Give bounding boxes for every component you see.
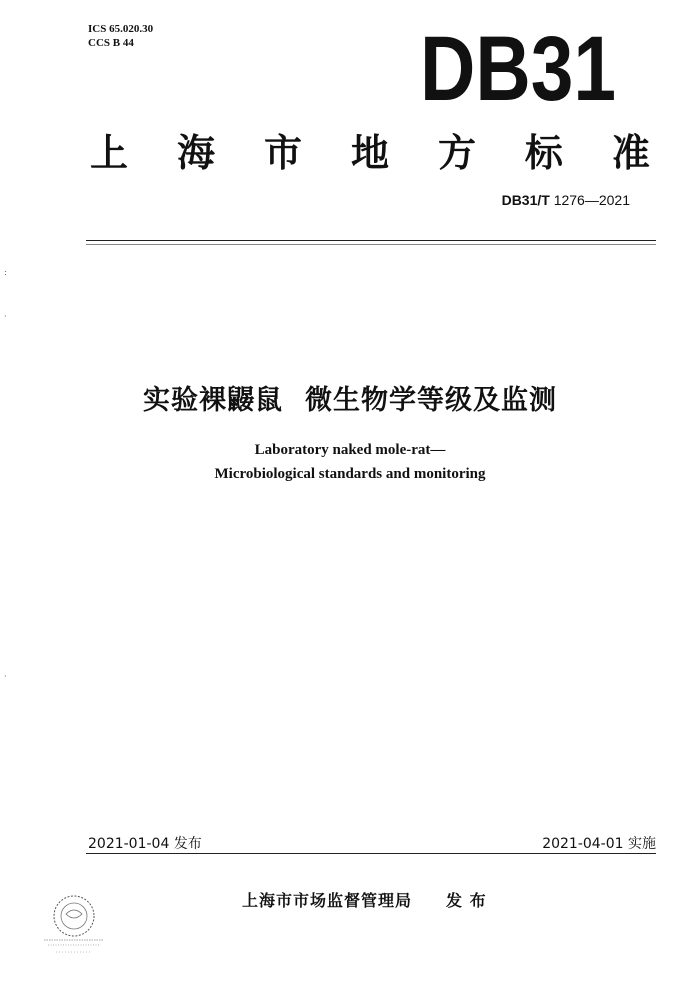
heading-char: 地 [350,130,389,175]
logo-text: DB31 [420,18,616,120]
title-en-line1: Laboratory naked mole-rat— [254,442,446,458]
heading-char: 准 [611,130,650,175]
library-stamp-icon [36,890,112,960]
issuer-name: 上海市市场监督管理局 [242,891,413,910]
heading-char: 方 [437,130,476,175]
title-cn-part2: 微生物学等级及监测 [305,385,557,416]
implement-date: 2021-04-01 实施 [542,836,656,852]
header-divider [86,240,656,241]
classification-codes [88,22,153,50]
document-title-en [0,438,700,486]
heading-char: 海 [176,130,215,175]
publish-date: 2021-01-04 发布 [88,836,202,852]
margin-mark: · [4,672,7,681]
header-divider-thin [86,244,656,245]
db31-logo [418,18,618,120]
heading-char: 市 [263,130,302,175]
standard-type-heading [90,122,650,177]
standard-number [502,192,630,208]
standard-number-value: 1276—2021 [553,192,630,208]
standard-number-prefix: DB31/T [501,192,550,208]
issuer-action: 发 布 [446,891,487,910]
margin-mark: : [4,268,7,277]
ccs-code: CCS B 44 [88,37,134,49]
heading-char: 标 [524,130,563,175]
title-cn-part1: 实验裸鼹鼠 [143,385,283,416]
issuing-authority [242,888,487,911]
ics-code: ICS 65.020.30 [88,23,154,35]
margin-mark: · [4,312,7,321]
title-en-line2: Microbiological standards and monitoring [214,466,486,482]
heading-char: 上 [90,130,129,175]
footer-divider [86,853,656,854]
document-title-cn [0,378,700,417]
